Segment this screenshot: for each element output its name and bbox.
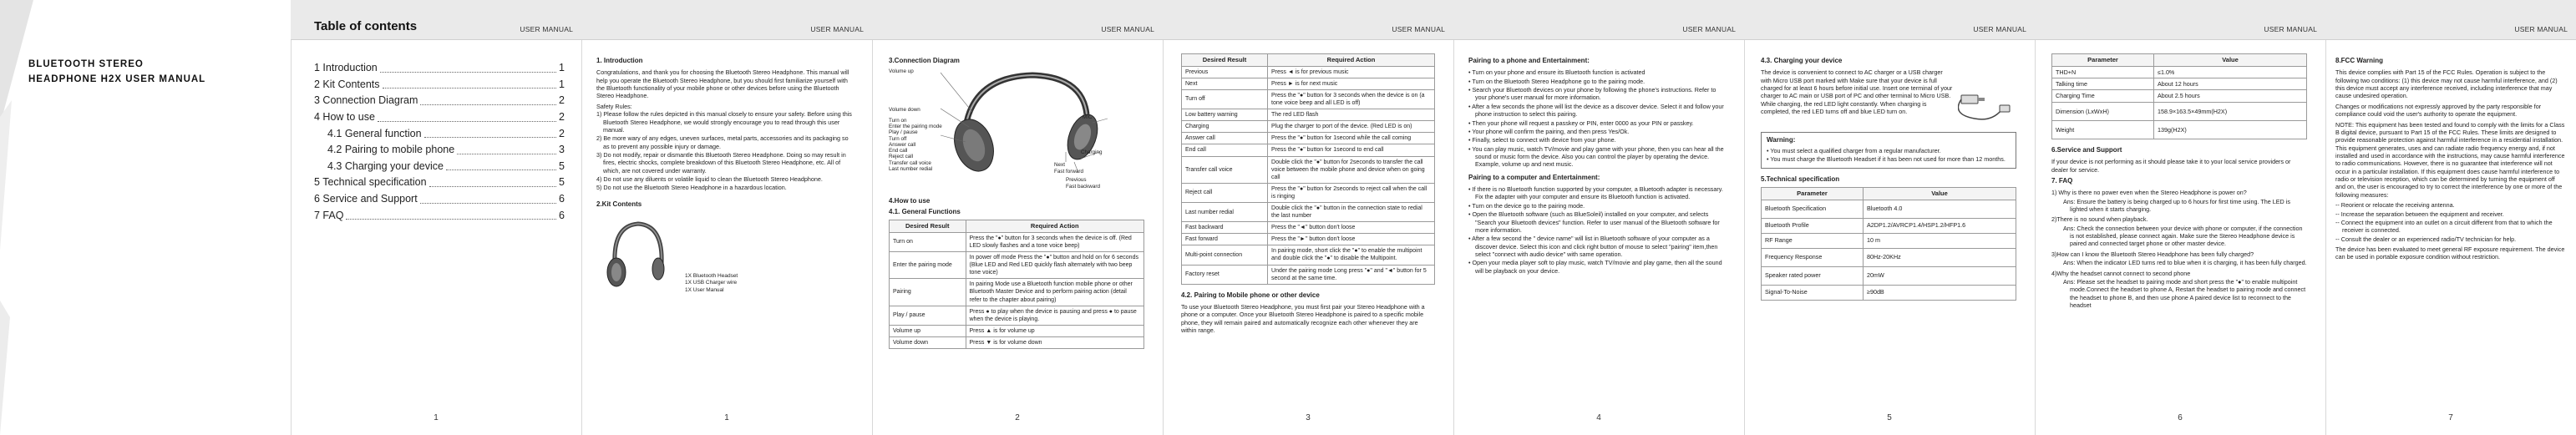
col-header: Value <box>1864 187 2016 200</box>
table-cell-label: Bluetooth Specification <box>1762 200 1864 218</box>
table-cell-label: Dimension (LxWxH) <box>2052 102 2154 120</box>
list-item: • Finally, select to connect with device from your phone. <box>1468 136 1616 144</box>
list-item: -- Consult the dealer or an experienced radio/TV technician for help. <box>2335 235 2517 243</box>
toc-page: 6 <box>559 193 565 205</box>
service-title: 6.Service and Support <box>2051 145 2122 154</box>
toc-leader <box>420 104 556 105</box>
faq-answer: Ans: Check the connection between your device with phone or computer, if the connection is not established, please connect again. Make sure the Stereo Headphone device is paired and connected target phone or other master device. <box>2063 224 2303 248</box>
faq-answer: Ans: Ensure the battery is being charged up to 6 hours for first time using. The LED is lighted when it starts charging. <box>2063 197 2290 214</box>
faq-answer: Ans: When the indicator LED turns red to blue when it is charging, it has been fully charged. <box>2063 259 2307 267</box>
list-item: • You must select a qualified charger from a regular manufacturer. <box>1767 146 1941 154</box>
toc-leader <box>446 169 556 170</box>
table-cell-label: Speaker rated power <box>1762 266 1864 285</box>
table-row <box>1182 66 1435 78</box>
toc-label: 1 Introduction <box>314 62 378 73</box>
headset-diagram-image <box>941 68 1108 194</box>
table-cell-label: THD+N <box>2052 66 2154 78</box>
table-row <box>1182 144 1435 156</box>
page-number: 6 <box>2178 412 2183 422</box>
toc-label: 7 FAQ <box>314 209 344 221</box>
table-cell-value: Under the pairing mode Long press "●" and "◄" button for 5 second at the same time. <box>1268 265 1435 284</box>
usb-cable-icon <box>1958 77 2016 127</box>
table-row <box>2052 120 2307 139</box>
table-cell-label: Fast backward <box>1182 222 1268 234</box>
kit-item: 1X Bluetooth Headset <box>685 272 738 279</box>
toc-page: 5 <box>559 159 565 172</box>
safety-rule: 4) Do not use any diluents or volatile liquid to clean the Bluetooth Stereo Headphone. <box>596 175 823 184</box>
table-cell-value: Press ● to play when the device is pausing and press ● to pause when the device is playing. <box>966 306 1144 325</box>
toc-leader <box>378 121 556 122</box>
page-number: 3 <box>1306 412 1311 422</box>
table-cell-value: Press the "►" button don't loose <box>1268 234 1435 245</box>
list-item: • You can play music, watch TV/movie and play game with your phone, then you can hear all the sound or music form the device. Also you can control the player by operating the device. Example, volume up and next music. <box>1468 144 1724 169</box>
table-cell-value: Press the "●" button for 1second to end call <box>1268 144 1435 156</box>
table-cell-value: Press the "●" button for 1second while the call coming <box>1268 133 1435 144</box>
diagram-label-left: End call <box>889 148 908 154</box>
table-cell-value: In pairing mode, short click the "●" to enable the multipoint and double click the "●" to disable the Multipoint. <box>1268 245 1435 265</box>
table-cell-label: Turn on <box>890 232 966 251</box>
table-row <box>1762 200 2016 218</box>
col-header: Parameter <box>2052 54 2154 67</box>
faq-question: 4)Why the headset cannot connect to second phone <box>2051 269 2191 277</box>
table-row <box>1182 156 1435 183</box>
toc-leader <box>420 203 556 204</box>
table-row <box>1182 121 1435 133</box>
col-header: Required Action <box>966 220 1144 233</box>
table-cell-value: ≤1.0% <box>2154 66 2307 78</box>
functions-table-continued <box>1181 53 1435 285</box>
connection-diagram <box>889 68 1144 194</box>
fcc-title: 8.FCC Warning <box>2335 57 2384 64</box>
kit-item: 1X User Manual <box>685 286 724 293</box>
table-cell-value: A2DP1.2/AVRCP1.4/HSP1.2/HFP1.6 <box>1864 218 2016 233</box>
table-cell-label: Turn off <box>1182 89 1268 109</box>
diagram-label-right: Previous <box>1066 177 1087 184</box>
page-2 <box>872 0 1163 435</box>
header-mark: USER MANUAL <box>1392 25 1445 34</box>
table-row <box>1182 265 1435 284</box>
col-header: Desired Result <box>890 220 966 233</box>
list-item: • Open the Bluetooth software (such as BlueSoleil) installed on your computer, and selects "Search your Bluetooth devices" function. Refer to user manual of the Bluetooth software for more information. <box>1468 210 1720 234</box>
diagram-label-left: Transfer call voice <box>889 159 931 166</box>
kit-contents <box>596 214 854 297</box>
table-cell-value: ≥90dB <box>1864 285 2016 300</box>
list-item: • Open your media player soft to play music, watch TV/movie and play game, then all the sound will be playback on your device. <box>1468 259 1722 275</box>
table-cell-value: About 2.5 hours <box>2154 90 2307 102</box>
list-item: • After a few seconds the phone will list the device as a discover device. Select it and follow your phone instruction to select this pairing. <box>1468 102 1724 119</box>
toc-item[interactable] <box>314 78 565 92</box>
header-mark: USER MANUAL <box>1101 25 1154 34</box>
table-row <box>1182 183 1435 202</box>
toc-item[interactable] <box>314 210 565 223</box>
page-7 <box>2325 0 2576 435</box>
table-cell-value: Press the "●" button for 3 seconds when the device is off. (Red LED slowly flashes and a tone voice beep) <box>966 232 1144 251</box>
toc-page: 1 <box>559 62 565 73</box>
table-cell-label: Next <box>1182 78 1268 89</box>
warning-box <box>1761 132 2016 168</box>
safety-title: Safety Rules: <box>596 102 632 110</box>
header-mark: USER MANUAL <box>520 25 573 34</box>
diagram-label-right: Charging <box>1081 149 1103 156</box>
page-5 <box>1744 0 2035 435</box>
toc-list <box>291 40 581 222</box>
list-item: -- Increase the separation between the equipment and receiver. <box>2335 210 2504 218</box>
toc-label: 4.3 Charging your device <box>327 159 444 172</box>
table-cell-label: Low battery warning <box>1182 109 1268 121</box>
toc-item[interactable] <box>314 94 565 108</box>
table-cell-value: 80Hz-20KHz <box>1864 248 2016 266</box>
table-cell-label: Pairing <box>890 279 966 306</box>
page-number: 1 <box>724 412 729 422</box>
col-header: Desired Result <box>1182 54 1268 67</box>
diagram-label-left: Enter the pairing mode <box>889 124 942 130</box>
charging-text: The device is convenient to connect to AC charger or a USB charger with Micro USB port marked with Make sure that your device is full charged for at least 6 hours before initial use. Insert one terminal of your charger to AC main or USB port of PC and other terminal to Micro USB. While charging, the red LED light constantly. When charging is completed, the red LED turns off and blue LED turn on. <box>1761 68 1953 116</box>
table-cell-value: Double click the "●" button in the connection state to redial the last number <box>1268 202 1435 221</box>
table-row <box>1182 78 1435 89</box>
table-cell-value: Plug the charger to port of the device. (Red LED is on) <box>1268 121 1435 133</box>
general-functions-table <box>889 220 1144 349</box>
table-cell-label: Factory reset <box>1182 265 1268 284</box>
diagram-label-left: Last number redial <box>889 165 933 172</box>
page-3 <box>1163 0 1453 435</box>
page-number: 4 <box>1596 412 1601 422</box>
toc-page: 2 <box>559 110 565 123</box>
table-row <box>1182 202 1435 221</box>
table-cell-value: 139g(H2X) <box>2154 120 2307 139</box>
diagram-label-left: Play / pause <box>889 129 918 136</box>
safety-rule: 3) Do not modify, repair or dismantle this Bluetooth Stereo Headphone. Doing so may result in fires, electric shocks, complete breakdown of this Bluetooth Stereo Headphone, etc. All of which, are not covered under warranty. <box>596 150 846 175</box>
table-cell-value: The red LED flash <box>1268 109 1435 121</box>
table-cell-label: Volume down <box>890 336 966 348</box>
diagram-label-right: Fast forward <box>1054 168 1083 175</box>
table-row <box>890 325 1144 336</box>
table-cell-label: Answer call <box>1182 133 1268 144</box>
toc-item[interactable] <box>314 128 565 141</box>
list-item: • Then your phone will request a passkey or PIN, enter 0000 as your PIN or passkey. <box>1468 119 1694 127</box>
toc-page: 6 <box>559 209 565 221</box>
toc-page: 2 <box>559 127 565 139</box>
list-item: • Your phone will confirm the pairing, and then press Yes/Ok. <box>1468 127 1630 135</box>
list-item: • Turn on the device go to the pairing mode. <box>1468 201 1585 210</box>
phone-pairing-title: Pairing to a phone and Entertainment: <box>1468 57 1590 64</box>
page-6 <box>2035 0 2325 435</box>
list-item: • After a few second the " device name" will list in Bluetooth software of your computer as a discover device. Select this icon and click right button of mouse to select "pairing" item,then select "connect with audio device" with same operation. <box>1468 235 1718 258</box>
table-row <box>890 279 1144 306</box>
table-row <box>1182 89 1435 109</box>
kit-item: 1X USB Charger wire <box>685 280 738 286</box>
charging-title: 4.3. Charging your device <box>1761 57 1843 64</box>
col-header: Value <box>2154 54 2307 67</box>
table-cell-value: Press the "●" button for 2seconds to reject call when the call is ringing <box>1268 183 1435 202</box>
toc-leader <box>429 186 556 187</box>
diagram-label-right: Next <box>1054 162 1065 169</box>
table-cell-label: Charging Time <box>2052 90 2154 102</box>
warning-title: Warning: <box>1767 136 1796 144</box>
diagram-label-right: MIC <box>1083 114 1093 121</box>
table-row <box>1762 218 2016 233</box>
table-row <box>1182 234 1435 245</box>
table-cell-label: RF Range <box>1762 233 1864 248</box>
page-1 <box>581 0 872 435</box>
diagram-label-right: Fast backward <box>1066 183 1100 190</box>
table-row <box>1182 245 1435 265</box>
pairing-title: 4.2. Pairing to Mobile phone or other device <box>1181 291 1320 299</box>
toc-label: 2 Kit Contents <box>314 78 380 90</box>
table-row <box>890 306 1144 325</box>
table-row <box>1762 266 2016 285</box>
toc-panel <box>291 0 581 435</box>
table-cell-label: Frequency Response <box>1762 248 1864 266</box>
table-row <box>1182 222 1435 234</box>
howto-title: 4.How to use <box>889 197 931 205</box>
table-row <box>2052 66 2307 78</box>
list-item: -- Connect the equipment into an outlet on a circuit different from that to which the receiver is connected. <box>2335 218 2553 235</box>
table-cell-value: Double click the "●" button for 2seconds to transfer the call voice between the mobile phone and device when on going call <box>1268 156 1435 183</box>
spec-table <box>1761 187 2016 301</box>
table-row <box>2052 78 2307 90</box>
table-cell-value: 20mW <box>1864 266 2016 285</box>
table-row <box>2052 90 2307 102</box>
toc-label: 3 Connection Diagram <box>314 94 418 107</box>
fcc-paragraph: Changes or modifications not expressly approved by the party responsible for compliance could void the user's authority to operate the equipment. <box>2335 102 2542 119</box>
toc-item[interactable] <box>314 111 565 124</box>
intro-text: Congratulations, and thank you for choosing the Bluetooth Stereo Headphone. This manual will help you operate the Bluetooth Stereo Headphone, but you should first familiarize yourself with the Bluetooth functionality of your mobile phone or other devices before using the Bluetooth Stereo Headphone. <box>596 68 849 100</box>
page-number: 7 <box>2448 412 2453 422</box>
computer-pairing-title: Pairing to a computer and Entertainment: <box>1468 173 1600 181</box>
diagram-label-left: Turn off <box>889 135 907 142</box>
table-row <box>1182 133 1435 144</box>
faq-title: 7. FAQ <box>2051 176 2073 185</box>
fcc-paragraph: NOTE: This equipment has been tested and found to comply with the limits for a Class B digital device, pursuant to Part 15 of the FCC Rules. These limits are designed to provide reasonable protection against harmful interference in a residential installation. This equipment generates, uses and can radiate radio frequency energy and, if not installed and used in accordance with the instructions, may cause harmful interference to radio communications. However, there is no guarantee that interference will not occur in a particular installation. If this equipment does cause harmful interference to radio or television reception, which can be determined by turning the equipment off and on, the user is encouraged to try to correct the interference by one or more of the following measures: <box>2335 120 2565 199</box>
cover-title <box>28 57 205 88</box>
toc-leader <box>346 219 556 220</box>
charging-section <box>1761 68 2016 127</box>
spec-title: 5.Technical specification <box>1761 175 1840 183</box>
toc-label: 6 Service and Support <box>314 193 418 205</box>
page-number: 1 <box>434 412 439 422</box>
safety-rule: 1) Please follow the rules depicted in this manual closely to ensure your safety. Before using this Bluetooth Stereo Headphone, we would strongly encourage you to read through this user manual. <box>596 110 852 134</box>
faq-question: 3)How can I know the Bluetooth Stereo Headphone has been fully charged? <box>2051 250 2254 258</box>
toc-item[interactable] <box>314 160 565 174</box>
toc-item[interactable] <box>314 62 565 75</box>
table-cell-value: Bluetooth 4.0 <box>1864 200 2016 218</box>
header-mark: USER MANUAL <box>1682 25 1736 34</box>
fcc-paragraph: The device has been evaluated to meet general RF exposure requirement. The device can be used in portable exposure condition without restriction. <box>2335 245 2565 261</box>
diagram-label-left: Volume down <box>889 106 920 113</box>
table-cell-label: Bluetooth Profile <box>1762 218 1864 233</box>
list-item: • Search your Bluetooth devices on your phone by following the phone's instructions. Refer to your phone's user manual for more information. <box>1468 86 1716 102</box>
col-header: Parameter <box>1762 187 1864 200</box>
list-item: • Turn on your phone and ensure its Bluetooth function is activated <box>1468 68 1645 77</box>
toc-label: 4.2 Pairing to mobile phone <box>327 144 455 156</box>
service-text: If your device is not performing as it should please take it to your local service providers or dealer for service. <box>2051 158 2291 174</box>
table-cell-label: Charging <box>1182 121 1268 133</box>
table-row <box>1762 285 2016 300</box>
table-row <box>890 336 1144 348</box>
diagram-label-left: Volume up <box>889 68 914 75</box>
toc-item[interactable] <box>314 144 565 157</box>
table-cell-label: End call <box>1182 144 1268 156</box>
general-functions-title: 4.1. General Functions <box>889 207 961 215</box>
list-item: • If there is no Bluetooth function supported by your computer, a Bluetooth adapter is necessary. Fix the adapter with your computer and ensure its Bluetooth function is activated. <box>1468 185 1723 201</box>
toc-page: 1 <box>559 78 565 90</box>
col-header: Required Action <box>1268 54 1435 67</box>
table-cell-value: Press ◄ is for previous music <box>1268 66 1435 78</box>
page-number: 2 <box>1015 412 1020 422</box>
table-cell-value: Press ► is for next music <box>1268 78 1435 89</box>
safety-rule: 5) Do not use the Bluetooth Stereo Headphone in a hazardous location. <box>596 184 787 192</box>
header-mark: USER MANUAL <box>810 25 864 34</box>
table-cell-label: Volume up <box>890 325 966 336</box>
table-cell-label: Signal-To-Noise <box>1762 285 1864 300</box>
safety-rule: 2) Be more wary of any edges, uneven surfaces, metal parts, accessories and its packaging so as to prevent any possible injury or damage. <box>596 134 849 150</box>
page-number: 5 <box>1887 412 1892 422</box>
table-cell-label: Weight <box>2052 120 2154 139</box>
header-mark: USER MANUAL <box>1973 25 2026 34</box>
table-cell-label: Previous <box>1182 66 1268 78</box>
table-row <box>1182 109 1435 121</box>
cover-panel <box>0 0 291 435</box>
table-cell-value: 158.9×163.5×49mm(H2X) <box>2154 102 2307 120</box>
toc-item[interactable] <box>314 176 565 190</box>
diagram-label-left: Turn on <box>889 117 907 124</box>
table-cell-label: Multi-point connection <box>1182 245 1268 265</box>
table-row <box>890 232 1144 251</box>
fcc-paragraph: This device complies with Part 15 of the FCC Rules. Operation is subject to the following two conditions: (1) this device may not cause harmful interference, and (2) this device must accept any interference received, including interference that may cause undesired operation. <box>2335 68 2558 100</box>
table-cell-label: Reject call <box>1182 183 1268 202</box>
table-cell-value: 10 m <box>1864 233 2016 248</box>
toc-item[interactable] <box>314 193 565 206</box>
table-cell-label: Fast forward <box>1182 234 1268 245</box>
toc-leader <box>383 88 557 89</box>
cover-title-line1: BLUETOOTH STEREO <box>28 59 144 69</box>
toc-page: 2 <box>559 94 565 107</box>
table-cell-label: Talking time <box>2052 78 2154 90</box>
faq-answer: Ans: Please set the headset to pairing mode and short press the "●" to enable multipoint mode.Connect the headset to phone A, Restart the headset to pairing mode and connect the headset to phone B, and then use phone A paired device list to reconnect to the headset <box>2063 277 2306 309</box>
header-mark: USER MANUAL <box>2264 25 2317 34</box>
table-cell-value: Press ▲ is for volume up <box>966 325 1144 336</box>
table-cell-label: Transfer call voice <box>1182 156 1268 183</box>
header-mark: USER MANUAL <box>2514 25 2568 34</box>
list-item: • You must charge the Bluetooth Headset if it has been not used for more than 12 months. <box>1767 155 2006 164</box>
faq-question: 1) Why is there no power even when the Stereo Headphone is power on? <box>2051 189 2247 197</box>
table-row <box>890 252 1144 279</box>
table-cell-label: Enter the pairing mode <box>890 252 966 279</box>
table-row <box>1762 233 2016 248</box>
list-item: • Turn on the Bluetooth Stereo Headphone go to the pairing mode. <box>1468 77 1645 85</box>
spec-table-continued <box>2051 53 2307 139</box>
page-4 <box>1453 0 1744 435</box>
headset-image <box>596 214 680 297</box>
toc-label: 4 How to use <box>314 110 375 123</box>
toc-title: Table of contents <box>314 19 418 34</box>
kit-title: 2.Kit Contents <box>596 200 642 208</box>
table-row <box>2052 102 2307 120</box>
intro-title: 1. Introduction <box>596 57 643 64</box>
pairing-text: To use your Bluetooth Stereo Headphone, you must first pair your Stereo Headphone with a phone or a computer. Once your Bluetooth Stereo Headphone is paired to a specific mobile phone, they will remain paired and automatically recognize each other whenever they are within range. <box>1181 303 1425 335</box>
table-cell-value: In power off mode Press the "●" button and hold on for 6 seconds (Blue LED and Red LED quickly flash alternately with two beep tone voice) <box>966 252 1144 279</box>
table-cell-value: Press the "●" button for 3 seconds when the device is on (a tone voice beep and all LED is off) <box>1268 89 1435 109</box>
toc-leader <box>424 137 556 138</box>
table-cell-label: Last number redial <box>1182 202 1268 221</box>
diagram-title: 3.Connection Diagram <box>889 57 960 64</box>
diagram-label-left: Reject call <box>889 154 914 160</box>
toc-label: 5 Technical specification <box>314 176 427 189</box>
faq-question: 2)There is no sound when playback. <box>2051 215 2148 224</box>
table-cell-value: In pairing Mode use a Bluetooth function mobile phone or other Bluetooth Master Device and to perform pairing action (detail refer to the chapter about pairing) <box>966 279 1144 306</box>
toc-page: 5 <box>559 176 565 189</box>
cover-title-line2: HEADPHONE H2X USER MANUAL <box>28 74 206 85</box>
diagram-label-left: Answer call <box>889 141 916 148</box>
toc-header <box>291 0 581 40</box>
table-cell-value: About 12 hours <box>2154 78 2307 90</box>
toc-label: 4.1 General function <box>327 127 422 139</box>
table-cell-value: Press the "◄" button don't loose <box>1268 222 1435 234</box>
table-cell-value: Press ▼ is for volume down <box>966 336 1144 348</box>
toc-leader <box>380 72 556 73</box>
table-cell-label: Play / pause <box>890 306 966 325</box>
toc-page: 3 <box>559 144 565 156</box>
table-row <box>1762 248 2016 266</box>
list-item: -- Reorient or relocate the receiving antenna. <box>2335 201 2455 210</box>
